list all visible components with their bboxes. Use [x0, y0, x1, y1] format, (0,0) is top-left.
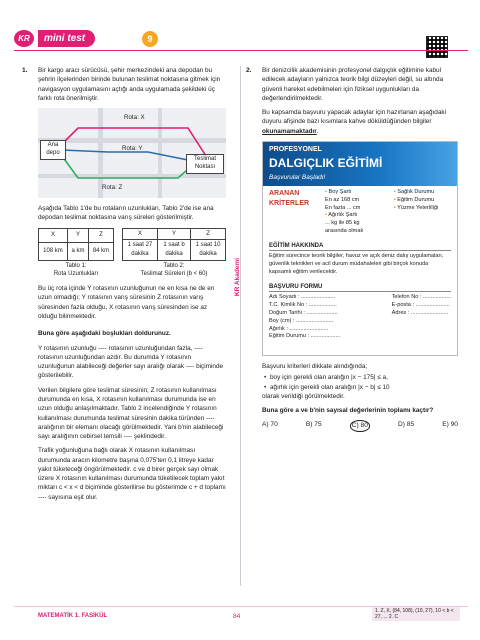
qr-code-icon[interactable]	[426, 36, 448, 58]
poster-criteria-title: ARANAN KRİTERLER	[269, 189, 310, 207]
form-field: Adres : ........................	[391, 309, 449, 316]
question-2	[246, 66, 458, 432]
poster-line-1: PROFESYONEL	[269, 145, 322, 153]
poster-about-title: EĞİTİM HAKKINDA	[269, 242, 451, 251]
table2-cell: 1 saat 27 dakika	[123, 240, 158, 260]
table1-caption	[38, 262, 114, 279]
question-number: 2.	[246, 67, 252, 74]
form-field: Boy (cm) : ........................	[269, 317, 334, 324]
table-1	[38, 228, 114, 261]
poster-criteria	[263, 186, 457, 239]
criteria-intro: Başvuru kriterleri dikkate alındığında;	[262, 362, 368, 370]
route-z-label: Rota: Z	[102, 184, 123, 192]
route-map	[38, 108, 226, 198]
table1-header: Z	[89, 228, 114, 242]
side-tag: KR Akademi	[234, 258, 241, 297]
option-b[interactable]: B) 75	[305, 421, 322, 429]
table-captions	[38, 261, 226, 284]
test-number: 9	[142, 31, 158, 47]
q1-blank-2: Verilen bilgilere göre teslimat süresinin; Z rotasının kullanılması durumunda en kısa, X rotasının kullanılması durumunda ise en uzun olduğu anlaşılmaktadır. Tablo 2 incelendiğinde Y rotasının kullanılması durumunda teslimat süresinin dakika türünden ---- aralığının bir elemanı olacağı görülmektedir. Yani b'nin alabileceği sayı aralığının cebirsel temsili ---- şeklindedir.	[38, 386, 224, 441]
table1-caption-sub: Rota Uzunlukları	[53, 271, 99, 278]
poster-about-text: Eğitim sürecince teorik bilgiler, havuz ve açık deniz dalış uygulamaları, güvenlik teknikleri ve acil durum müdahaleleri gibi birçok konuda kapsamlı eğitim verilecektir.	[269, 253, 444, 275]
q2-intro-2-text: Bu kapsamda başvuru yapacak adaylar için hazırlanan aşağıdaki duyuru afişinde bazı kısımlara kahve döküldüğünden bilgiler	[262, 109, 447, 126]
q1-blank-1: Y rotasının uzunluğu ---- rotasının uzunluğundan fazla, ---- rotasının uzunluğundan azdır. Bu durumda Y rotasının uzunluğunun alabileceği değerler sayı aralığı olarak ---- biçiminde gösterilebilir.	[38, 344, 224, 380]
poster-criterion: • Sağlık Durumu	[393, 188, 435, 195]
poster-criterion-detail: ... kg ile 85 kg	[325, 220, 360, 227]
column-divider	[240, 66, 241, 586]
form-field: Ağırlık : .........................	[269, 325, 329, 332]
route-y-label: Rota: Y	[122, 145, 143, 153]
table2-header: Z	[191, 228, 226, 240]
poster-criterion: • Eğitim Durumu	[393, 196, 435, 203]
form-field: T.C. Kimlik No : ..................	[269, 302, 337, 309]
poster-criterion: • Yüzme Yeterliliği	[393, 204, 439, 211]
table1-header: Y	[67, 228, 88, 242]
q2-intro: Bir denizcilik akademisinin profesyonel dalgıçlık eğitimine kabul edilecek adayların yalnızca teorik bilgi düzeyleri değil, su altında güvenli hareket edebilmeleri için fiziksel uygunlukları da değerlendirilmektedir.	[262, 67, 444, 102]
table1-caption-title: Tablo 1:	[65, 262, 87, 269]
question-number: 1.	[22, 67, 28, 74]
q1-instruction: Buna göre aşağıdaki boşlukları doldurunuz.	[38, 330, 171, 338]
poster-criterion: • Boy Şartı	[325, 188, 352, 195]
q2-intro-2-underlined: okunamamaktadır	[262, 127, 317, 135]
footer-book-title: MATEMATİK 1. FASİKÜL	[38, 613, 108, 619]
poster-criterion-detail: arasında olmak	[325, 228, 364, 235]
poster-banner	[263, 142, 457, 186]
tables	[38, 228, 226, 261]
poster-criterion-detail: En fazla ... cm	[325, 204, 361, 211]
q2-question: Buna göre a ve b'nin sayısal değerlerinin toplamı kaçtır?	[262, 407, 434, 415]
form-field: Adı Soyadı : ......................	[269, 294, 336, 301]
answer-key: 1. Z, X, (84, 108), (10, 27), 10 < b < 27, ... 2. C	[372, 607, 460, 621]
table1-cell: 108 km	[39, 242, 68, 260]
q1-conditions: Bu üç rota içinde Y rotasının uzunluğunun ne en kısa ne de en uzun olmadığı; Y rotasının varış süresinin Z rotasının varış süresinden fazla olduğu, X rotasının varış süresinden ise az olduğu bilinmektedir.	[38, 285, 215, 320]
route-x-label: Rota: X	[124, 114, 145, 122]
option-e[interactable]: E) 90	[442, 421, 458, 429]
depot-label: Ana depo	[40, 140, 66, 160]
header	[0, 0, 480, 64]
table2-caption-sub: Teslimat Süreleri (b < 60)	[140, 271, 208, 278]
table2-header: Y	[157, 228, 190, 240]
page-number: 84	[233, 613, 241, 620]
table-intro: Aşağıda Tablo 1'de bu rotaların uzunlukları, Tablo 2'de ise ana depodan teslimat noktasına varış süreleri gösterilmiştir.	[38, 205, 214, 222]
option-a[interactable]: A) 70	[262, 421, 278, 429]
form-field: E-posta : ......................	[391, 302, 450, 309]
poster-line-3: Başvurular Başladı!	[269, 173, 326, 181]
table2-cell: 1 saat 10 dakika	[191, 240, 226, 260]
q1-blank-3: Trafik yoğunluğuna bağlı olarak X rotasının kullanılması durumunda aracın kilometre başına 0,075'ten 0,1 litreye kadar yakıt tüketeceği öngörülmektedir. c ve d birer gerçek sayı olmak üzere X rotasının kullanılması durumunda tüketilecek toplam yakıt miktarı c < x < d biçiminde gösterilirse bu gösterimde c + d toplamı ---- sayısına eşit olur.	[38, 447, 226, 501]
delivery-point-label: Teslimat Noktası	[186, 154, 224, 174]
poster-form	[263, 280, 457, 344]
form-field: Telefon No : ..................	[391, 294, 451, 301]
table-2	[122, 228, 226, 261]
table1-cell: 84 km	[89, 242, 114, 260]
logo-badge: KR	[14, 30, 34, 47]
form-field: Doğum Tarihi : ....................	[269, 309, 338, 316]
poster-line-2: DALGIÇLIK EĞİTİMİ	[269, 156, 383, 171]
table2-caption	[122, 262, 226, 279]
header-title: mini test	[38, 30, 95, 47]
poster-about	[263, 239, 457, 280]
form-field: Eğitim Durumu : ...................	[269, 333, 341, 340]
answer-options	[262, 420, 458, 432]
q2-intro-2	[262, 108, 458, 136]
criteria-bullet: • ağırlık için gerekli olan aralığın |x − b| ≤ 10	[262, 383, 458, 392]
option-c[interactable]: C) 80	[350, 420, 370, 432]
option-d[interactable]: D) 85	[397, 421, 415, 429]
criteria-bullet: • boy için gerekli olan aralığın |x − 175| ≤ a,	[262, 373, 458, 382]
criteria-after: olarak verildiği görülmektedir.	[262, 392, 345, 400]
table2-cell: 1 saat b dakika	[157, 240, 190, 260]
poster-form-title: BAŞVURU FORMU	[269, 283, 451, 292]
question-1	[22, 66, 226, 507]
q1-intro: Bir kargo aracı sürücüsü, şehir merkezindeki ana depodan bu şehrin ilçelerinden birinde bulunan teslimat noktasına gitmek için navigasyon uygulamasını açtığı anda uygulamada şekildeki üç farklı rota önerilmiştir.	[38, 67, 221, 102]
table2-header: X	[123, 228, 158, 240]
diving-poster	[262, 141, 458, 356]
table1-header: X	[39, 228, 68, 242]
table2-caption-title: Tablo 2:	[163, 262, 185, 269]
table1-cell: a km	[67, 242, 88, 260]
header-divider	[14, 50, 468, 51]
poster-criterion-detail: En az 168 cm	[325, 196, 360, 203]
q2-intro-2-end: .	[316, 127, 319, 135]
poster-criterion: • Ağırlık Şartı	[325, 212, 358, 219]
